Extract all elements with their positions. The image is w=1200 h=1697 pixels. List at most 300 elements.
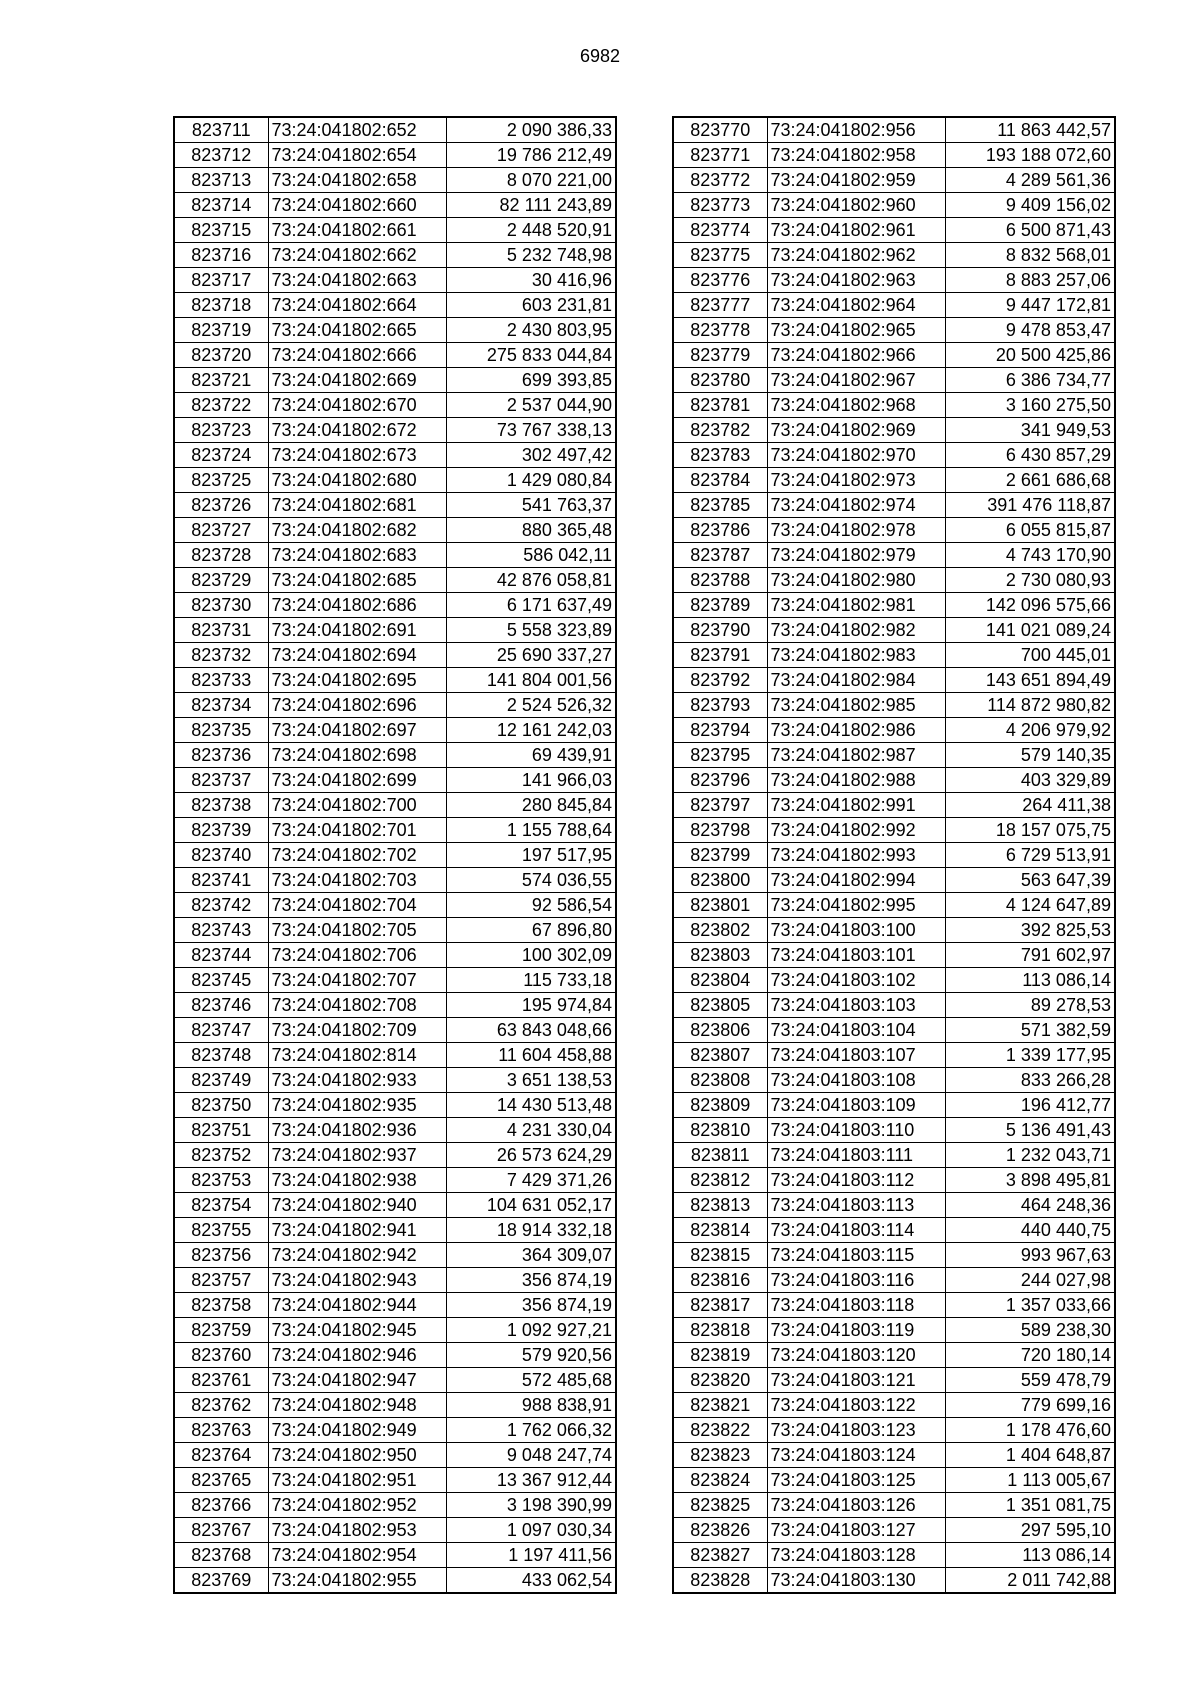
cadastral-value-cell: 113 086,14: [945, 968, 1115, 993]
cadastral-value-cell: 579 140,35: [945, 743, 1115, 768]
record-number-cell: 823769: [174, 1568, 268, 1594]
table-row: [174, 1443, 616, 1468]
table-row: [174, 743, 616, 768]
table-row: [673, 693, 1115, 718]
cadastral-number-cell: 73:24:041802:700: [268, 793, 446, 818]
cadastral-value-cell: 3 160 275,50: [945, 393, 1115, 418]
table-row: [174, 1018, 616, 1043]
record-number-cell: 823821: [673, 1393, 767, 1418]
record-number-cell: 823814: [673, 1218, 767, 1243]
cadastral-value-cell: 141 966,03: [446, 768, 616, 793]
cadastral-value-cell: 89 278,53: [945, 993, 1115, 1018]
cadastral-value-cell: 1 357 033,66: [945, 1293, 1115, 1318]
table-row: [174, 768, 616, 793]
cadastral-value-cell: 6 430 857,29: [945, 443, 1115, 468]
record-number-cell: 823783: [673, 443, 767, 468]
cadastral-number-cell: 73:24:041802:965: [767, 318, 945, 343]
table-row: [174, 1118, 616, 1143]
cadastral-value-cell: 464 248,36: [945, 1193, 1115, 1218]
cadastral-number-cell: 73:24:041802:686: [268, 593, 446, 618]
cadastral-number-cell: 73:24:041802:947: [268, 1368, 446, 1393]
record-number-cell: 823771: [673, 143, 767, 168]
table-row: [673, 493, 1115, 518]
record-number-cell: 823792: [673, 668, 767, 693]
cadastral-value-cell: 589 238,30: [945, 1318, 1115, 1343]
cadastral-number-cell: 73:24:041802:974: [767, 493, 945, 518]
cadastral-number-cell: 73:24:041802:985: [767, 693, 945, 718]
record-number-cell: 823778: [673, 318, 767, 343]
cadastral-value-cell: 559 478,79: [945, 1368, 1115, 1393]
table-row: [174, 1543, 616, 1568]
cadastral-value-cell: 264 411,38: [945, 793, 1115, 818]
table-row: [174, 1193, 616, 1218]
record-number-cell: 823749: [174, 1068, 268, 1093]
cadastral-number-cell: 73:24:041802:961: [767, 218, 945, 243]
record-number-cell: 823735: [174, 718, 268, 743]
cadastral-number-cell: 73:24:041802:709: [268, 1018, 446, 1043]
cadastral-value-cell: 833 266,28: [945, 1068, 1115, 1093]
table-row: [174, 543, 616, 568]
cadastral-number-cell: 73:24:041802:935: [268, 1093, 446, 1118]
record-number-cell: 823730: [174, 593, 268, 618]
table-row: [174, 568, 616, 593]
record-number-cell: 823798: [673, 818, 767, 843]
record-number-cell: 823802: [673, 918, 767, 943]
cadastral-value-cell: 6 386 734,77: [945, 368, 1115, 393]
table-row: [174, 918, 616, 943]
cadastral-value-cell: 433 062,54: [446, 1568, 616, 1594]
table-row: [174, 868, 616, 893]
cadastral-number-cell: 73:24:041802:980: [767, 568, 945, 593]
record-number-cell: 823718: [174, 293, 268, 318]
cadastral-number-cell: 73:24:041802:672: [268, 418, 446, 443]
cadastral-value-cell: 2 524 526,32: [446, 693, 616, 718]
record-number-cell: 823746: [174, 993, 268, 1018]
table-row: [673, 718, 1115, 743]
cadastral-value-cell: 193 188 072,60: [945, 143, 1115, 168]
table-row: [174, 368, 616, 393]
table-row: [673, 1093, 1115, 1118]
record-number-cell: 823774: [673, 218, 767, 243]
record-number-cell: 823806: [673, 1018, 767, 1043]
cadastral-number-cell: 73:24:041802:663: [268, 268, 446, 293]
record-number-cell: 823760: [174, 1343, 268, 1368]
cadastral-value-cell: 2 448 520,91: [446, 218, 616, 243]
record-number-cell: 823721: [174, 368, 268, 393]
record-number-cell: 823739: [174, 818, 268, 843]
cadastral-number-cell: 73:24:041803:123: [767, 1418, 945, 1443]
cadastral-value-cell: 113 086,14: [945, 1543, 1115, 1568]
table-row: [174, 893, 616, 918]
cadastral-value-cell: 1 092 927,21: [446, 1318, 616, 1343]
record-number-cell: 823731: [174, 618, 268, 643]
record-number-cell: 823822: [673, 1418, 767, 1443]
cadastral-value-cell: 1 404 648,87: [945, 1443, 1115, 1468]
cadastral-number-cell: 73:24:041802:662: [268, 243, 446, 268]
cadastral-number-cell: 73:24:041802:701: [268, 818, 446, 843]
cadastral-number-cell: 73:24:041803:118: [767, 1293, 945, 1318]
record-number-cell: 823744: [174, 943, 268, 968]
table-row: [174, 643, 616, 668]
cadastral-number-cell: 73:24:041803:130: [767, 1568, 945, 1594]
cadastral-number-cell: 73:24:041802:944: [268, 1293, 446, 1318]
cadastral-value-cell: 3 898 495,81: [945, 1168, 1115, 1193]
table-row: [673, 368, 1115, 393]
page-number: 6982: [579, 46, 621, 66]
table-row: [673, 818, 1115, 843]
table-row: [174, 117, 616, 143]
table-row: [673, 268, 1115, 293]
table-row: [673, 768, 1115, 793]
cadastral-value-cell: 2 430 803,95: [446, 318, 616, 343]
cadastral-value-cell: 12 161 242,03: [446, 718, 616, 743]
cadastral-number-cell: 73:24:041803:125: [767, 1468, 945, 1493]
record-number-cell: 823797: [673, 793, 767, 818]
cadastral-value-cell: 100 302,09: [446, 943, 616, 968]
cadastral-number-cell: 73:24:041802:967: [767, 368, 945, 393]
cadastral-value-cell: 356 874,19: [446, 1268, 616, 1293]
cadastral-number-cell: 73:24:041802:945: [268, 1318, 446, 1343]
cadastral-number-cell: 73:24:041802:983: [767, 643, 945, 668]
table-row: [673, 1168, 1115, 1193]
record-number-cell: 823791: [673, 643, 767, 668]
cadastral-value-cell: 4 231 330,04: [446, 1118, 616, 1143]
record-number-cell: 823803: [673, 943, 767, 968]
record-number-cell: 823807: [673, 1043, 767, 1068]
table-row: [174, 718, 616, 743]
record-number-cell: 823762: [174, 1393, 268, 1418]
record-number-cell: 823818: [673, 1318, 767, 1343]
cadastral-value-cell: 1 339 177,95: [945, 1043, 1115, 1068]
record-number-cell: 823787: [673, 543, 767, 568]
table-row: [673, 1043, 1115, 1068]
register-table-left: [173, 116, 617, 1594]
table-row: [174, 393, 616, 418]
table-row: [673, 993, 1115, 1018]
record-number-cell: 823732: [174, 643, 268, 668]
cadastral-number-cell: 73:24:041802:948: [268, 1393, 446, 1418]
table-row: [673, 643, 1115, 668]
record-number-cell: 823781: [673, 393, 767, 418]
table-row: [673, 1493, 1115, 1518]
table-row: [673, 543, 1115, 568]
table-row: [673, 117, 1115, 143]
record-number-cell: 823722: [174, 393, 268, 418]
cadastral-number-cell: 73:24:041802:705: [268, 918, 446, 943]
cadastral-number-cell: 73:24:041802:673: [268, 443, 446, 468]
cadastral-number-cell: 73:24:041802:984: [767, 668, 945, 693]
cadastral-value-cell: 4 289 561,36: [945, 168, 1115, 193]
cadastral-value-cell: 4 124 647,89: [945, 893, 1115, 918]
table-row: [174, 1493, 616, 1518]
cadastral-number-cell: 73:24:041802:995: [767, 893, 945, 918]
cadastral-number-cell: 73:24:041802:943: [268, 1268, 446, 1293]
cadastral-number-cell: 73:24:041802:968: [767, 393, 945, 418]
table-row: [174, 143, 616, 168]
table-row: [673, 743, 1115, 768]
cadastral-value-cell: 302 497,42: [446, 443, 616, 468]
cadastral-value-cell: 141 804 001,56: [446, 668, 616, 693]
cadastral-number-cell: 73:24:041802:661: [268, 218, 446, 243]
cadastral-number-cell: 73:24:041802:660: [268, 193, 446, 218]
record-number-cell: 823816: [673, 1268, 767, 1293]
record-number-cell: 823741: [174, 868, 268, 893]
table-row: [673, 568, 1115, 593]
record-number-cell: 823799: [673, 843, 767, 868]
table-row: [673, 1293, 1115, 1318]
record-number-cell: 823727: [174, 518, 268, 543]
cadastral-value-cell: 141 021 089,24: [945, 618, 1115, 643]
table-row: [174, 268, 616, 293]
table-row: [673, 468, 1115, 493]
cadastral-number-cell: 73:24:041803:109: [767, 1093, 945, 1118]
record-number-cell: 823761: [174, 1368, 268, 1393]
cadastral-number-cell: 73:24:041802:666: [268, 343, 446, 368]
cadastral-value-cell: 440 440,75: [945, 1218, 1115, 1243]
cadastral-number-cell: 73:24:041802:704: [268, 893, 446, 918]
cadastral-value-cell: 988 838,91: [446, 1393, 616, 1418]
record-number-cell: 823796: [673, 768, 767, 793]
table-row: [673, 618, 1115, 643]
cadastral-number-cell: 73:24:041802:962: [767, 243, 945, 268]
record-number-cell: 823726: [174, 493, 268, 518]
cadastral-number-cell: 73:24:041802:941: [268, 1218, 446, 1243]
table-row: [174, 1318, 616, 1343]
table-row: [174, 1568, 616, 1594]
table-row: [673, 318, 1115, 343]
cadastral-value-cell: 571 382,59: [945, 1018, 1115, 1043]
cadastral-value-cell: 1 351 081,75: [945, 1493, 1115, 1518]
cadastral-number-cell: 73:24:041802:707: [268, 968, 446, 993]
cadastral-number-cell: 73:24:041803:112: [767, 1168, 945, 1193]
cadastral-number-cell: 73:24:041802:696: [268, 693, 446, 718]
cadastral-value-cell: 9 478 853,47: [945, 318, 1115, 343]
cadastral-value-cell: 1 429 080,84: [446, 468, 616, 493]
record-number-cell: 823828: [673, 1568, 767, 1594]
table-row: [174, 793, 616, 818]
cadastral-value-cell: 1 155 788,64: [446, 818, 616, 843]
record-number-cell: 823785: [673, 493, 767, 518]
table-row: [174, 693, 616, 718]
cadastral-value-cell: 2 090 386,33: [446, 117, 616, 143]
table-row: [673, 1218, 1115, 1243]
table-row: [174, 318, 616, 343]
table-row: [174, 843, 616, 868]
table-row: [673, 243, 1115, 268]
table-row: [673, 1143, 1115, 1168]
cadastral-number-cell: 73:24:041803:107: [767, 1043, 945, 1068]
cadastral-number-cell: 73:24:041802:708: [268, 993, 446, 1018]
cadastral-number-cell: 73:24:041803:128: [767, 1543, 945, 1568]
table-row: [174, 443, 616, 468]
cadastral-value-cell: 14 430 513,48: [446, 1093, 616, 1118]
cadastral-number-cell: 73:24:041802:703: [268, 868, 446, 893]
table-row: [174, 1068, 616, 1093]
record-number-cell: 823724: [174, 443, 268, 468]
cadastral-value-cell: 196 412,77: [945, 1093, 1115, 1118]
cadastral-value-cell: 356 874,19: [446, 1293, 616, 1318]
record-number-cell: 823804: [673, 968, 767, 993]
record-number-cell: 823808: [673, 1068, 767, 1093]
cadastral-value-cell: 8 832 568,01: [945, 243, 1115, 268]
table-row: [673, 1018, 1115, 1043]
cadastral-value-cell: 5 136 491,43: [945, 1118, 1115, 1143]
table-row: [174, 1293, 616, 1318]
cadastral-value-cell: 297 595,10: [945, 1518, 1115, 1543]
cadastral-number-cell: 73:24:041803:124: [767, 1443, 945, 1468]
cadastral-number-cell: 73:24:041802:973: [767, 468, 945, 493]
cadastral-number-cell: 73:24:041802:988: [767, 768, 945, 793]
cadastral-number-cell: 73:24:041802:697: [268, 718, 446, 743]
cadastral-value-cell: 114 872 980,82: [945, 693, 1115, 718]
cadastral-number-cell: 73:24:041803:119: [767, 1318, 945, 1343]
record-number-cell: 823714: [174, 193, 268, 218]
record-number-cell: 823777: [673, 293, 767, 318]
table-row: [673, 1068, 1115, 1093]
cadastral-number-cell: 73:24:041802:964: [767, 293, 945, 318]
cadastral-number-cell: 73:24:041802:702: [268, 843, 446, 868]
record-number-cell: 823717: [174, 268, 268, 293]
table-row: [673, 393, 1115, 418]
cadastral-number-cell: 73:24:041802:956: [767, 117, 945, 143]
cadastral-value-cell: 67 896,80: [446, 918, 616, 943]
table-row: [174, 1093, 616, 1118]
table-row: [673, 868, 1115, 893]
cadastral-value-cell: 25 690 337,27: [446, 643, 616, 668]
record-number-cell: 823712: [174, 143, 268, 168]
cadastral-number-cell: 73:24:041802:969: [767, 418, 945, 443]
record-number-cell: 823811: [673, 1143, 767, 1168]
cadastral-number-cell: 73:24:041802:694: [268, 643, 446, 668]
table-row: [174, 1418, 616, 1443]
cadastral-number-cell: 73:24:041802:960: [767, 193, 945, 218]
table-row: [174, 618, 616, 643]
table-row: [673, 518, 1115, 543]
cadastral-value-cell: 699 393,85: [446, 368, 616, 393]
cadastral-value-cell: 195 974,84: [446, 993, 616, 1018]
register-table-right: [672, 116, 1116, 1594]
table-row: [673, 793, 1115, 818]
table-row: [673, 1318, 1115, 1343]
table-row: [174, 1343, 616, 1368]
cadastral-number-cell: 73:24:041802:664: [268, 293, 446, 318]
record-number-cell: 823728: [174, 543, 268, 568]
cadastral-value-cell: 11 863 442,57: [945, 117, 1115, 143]
table-row: [174, 668, 616, 693]
cadastral-number-cell: 73:24:041802:954: [268, 1543, 446, 1568]
cadastral-number-cell: 73:24:041803:116: [767, 1268, 945, 1293]
record-number-cell: 823812: [673, 1168, 767, 1193]
cadastral-number-cell: 73:24:041803:108: [767, 1068, 945, 1093]
record-number-cell: 823748: [174, 1043, 268, 1068]
cadastral-number-cell: 73:24:041802:936: [268, 1118, 446, 1143]
table-row: [174, 1468, 616, 1493]
cadastral-value-cell: 586 042,11: [446, 543, 616, 568]
cadastral-number-cell: 73:24:041802:970: [767, 443, 945, 468]
cadastral-value-cell: 82 111 243,89: [446, 193, 616, 218]
table-row: [673, 1518, 1115, 1543]
record-number-cell: 823740: [174, 843, 268, 868]
record-number-cell: 823779: [673, 343, 767, 368]
record-number-cell: 823715: [174, 218, 268, 243]
cadastral-value-cell: 63 843 048,66: [446, 1018, 616, 1043]
cadastral-number-cell: 73:24:041803:113: [767, 1193, 945, 1218]
cadastral-value-cell: 541 763,37: [446, 493, 616, 518]
record-number-cell: 823819: [673, 1343, 767, 1368]
table-row: [174, 418, 616, 443]
cadastral-number-cell: 73:24:041802:982: [767, 618, 945, 643]
table-row: [673, 343, 1115, 368]
cadastral-number-cell: 73:24:041803:126: [767, 1493, 945, 1518]
table-row: [673, 943, 1115, 968]
table-row: [673, 293, 1115, 318]
record-number-cell: 823805: [673, 993, 767, 1018]
cadastral-value-cell: 18 157 075,75: [945, 818, 1115, 843]
record-number-cell: 823764: [174, 1443, 268, 1468]
table-row: [673, 893, 1115, 918]
cadastral-value-cell: 341 949,53: [945, 418, 1115, 443]
table-row: [673, 1193, 1115, 1218]
table-row: [174, 818, 616, 843]
cadastral-value-cell: 9 447 172,81: [945, 293, 1115, 318]
record-number-cell: 823786: [673, 518, 767, 543]
cadastral-value-cell: 13 367 912,44: [446, 1468, 616, 1493]
cadastral-value-cell: 4 206 979,92: [945, 718, 1115, 743]
cadastral-number-cell: 73:24:041802:994: [767, 868, 945, 893]
cadastral-number-cell: 73:24:041802:680: [268, 468, 446, 493]
cadastral-number-cell: 73:24:041802:942: [268, 1243, 446, 1268]
table-row: [673, 918, 1115, 943]
cadastral-number-cell: 73:24:041803:111: [767, 1143, 945, 1168]
cadastral-value-cell: 18 914 332,18: [446, 1218, 616, 1243]
table-row: [673, 1393, 1115, 1418]
cadastral-number-cell: 73:24:041802:938: [268, 1168, 446, 1193]
cadastral-number-cell: 73:24:041802:955: [268, 1568, 446, 1594]
cadastral-number-cell: 73:24:041803:115: [767, 1243, 945, 1268]
table-row: [174, 193, 616, 218]
cadastral-number-cell: 73:24:041803:100: [767, 918, 945, 943]
cadastral-value-cell: 104 631 052,17: [446, 1193, 616, 1218]
table-row: [174, 218, 616, 243]
cadastral-value-cell: 364 309,07: [446, 1243, 616, 1268]
record-number-cell: 823751: [174, 1118, 268, 1143]
cadastral-value-cell: 197 517,95: [446, 843, 616, 868]
cadastral-value-cell: 69 439,91: [446, 743, 616, 768]
cadastral-number-cell: 73:24:041802:951: [268, 1468, 446, 1493]
record-number-cell: 823766: [174, 1493, 268, 1518]
record-number-cell: 823823: [673, 1443, 767, 1468]
record-number-cell: 823755: [174, 1218, 268, 1243]
cadastral-value-cell: 2 730 080,93: [945, 568, 1115, 593]
cadastral-value-cell: 392 825,53: [945, 918, 1115, 943]
cadastral-number-cell: 73:24:041803:110: [767, 1118, 945, 1143]
cadastral-value-cell: 115 733,18: [446, 968, 616, 993]
cadastral-value-cell: 572 485,68: [446, 1368, 616, 1393]
cadastral-value-cell: 11 604 458,88: [446, 1043, 616, 1068]
cadastral-value-cell: 9 048 247,74: [446, 1443, 616, 1468]
cadastral-value-cell: 30 416,96: [446, 268, 616, 293]
table-row: [174, 943, 616, 968]
table-row: [174, 243, 616, 268]
cadastral-number-cell: 73:24:041802:669: [268, 368, 446, 393]
record-number-cell: 823772: [673, 168, 767, 193]
cadastral-value-cell: 700 445,01: [945, 643, 1115, 668]
record-number-cell: 823754: [174, 1193, 268, 1218]
cadastral-value-cell: 92 586,54: [446, 893, 616, 918]
cadastral-value-cell: 143 651 894,49: [945, 668, 1115, 693]
record-number-cell: 823763: [174, 1418, 268, 1443]
cadastral-value-cell: 3 651 138,53: [446, 1068, 616, 1093]
